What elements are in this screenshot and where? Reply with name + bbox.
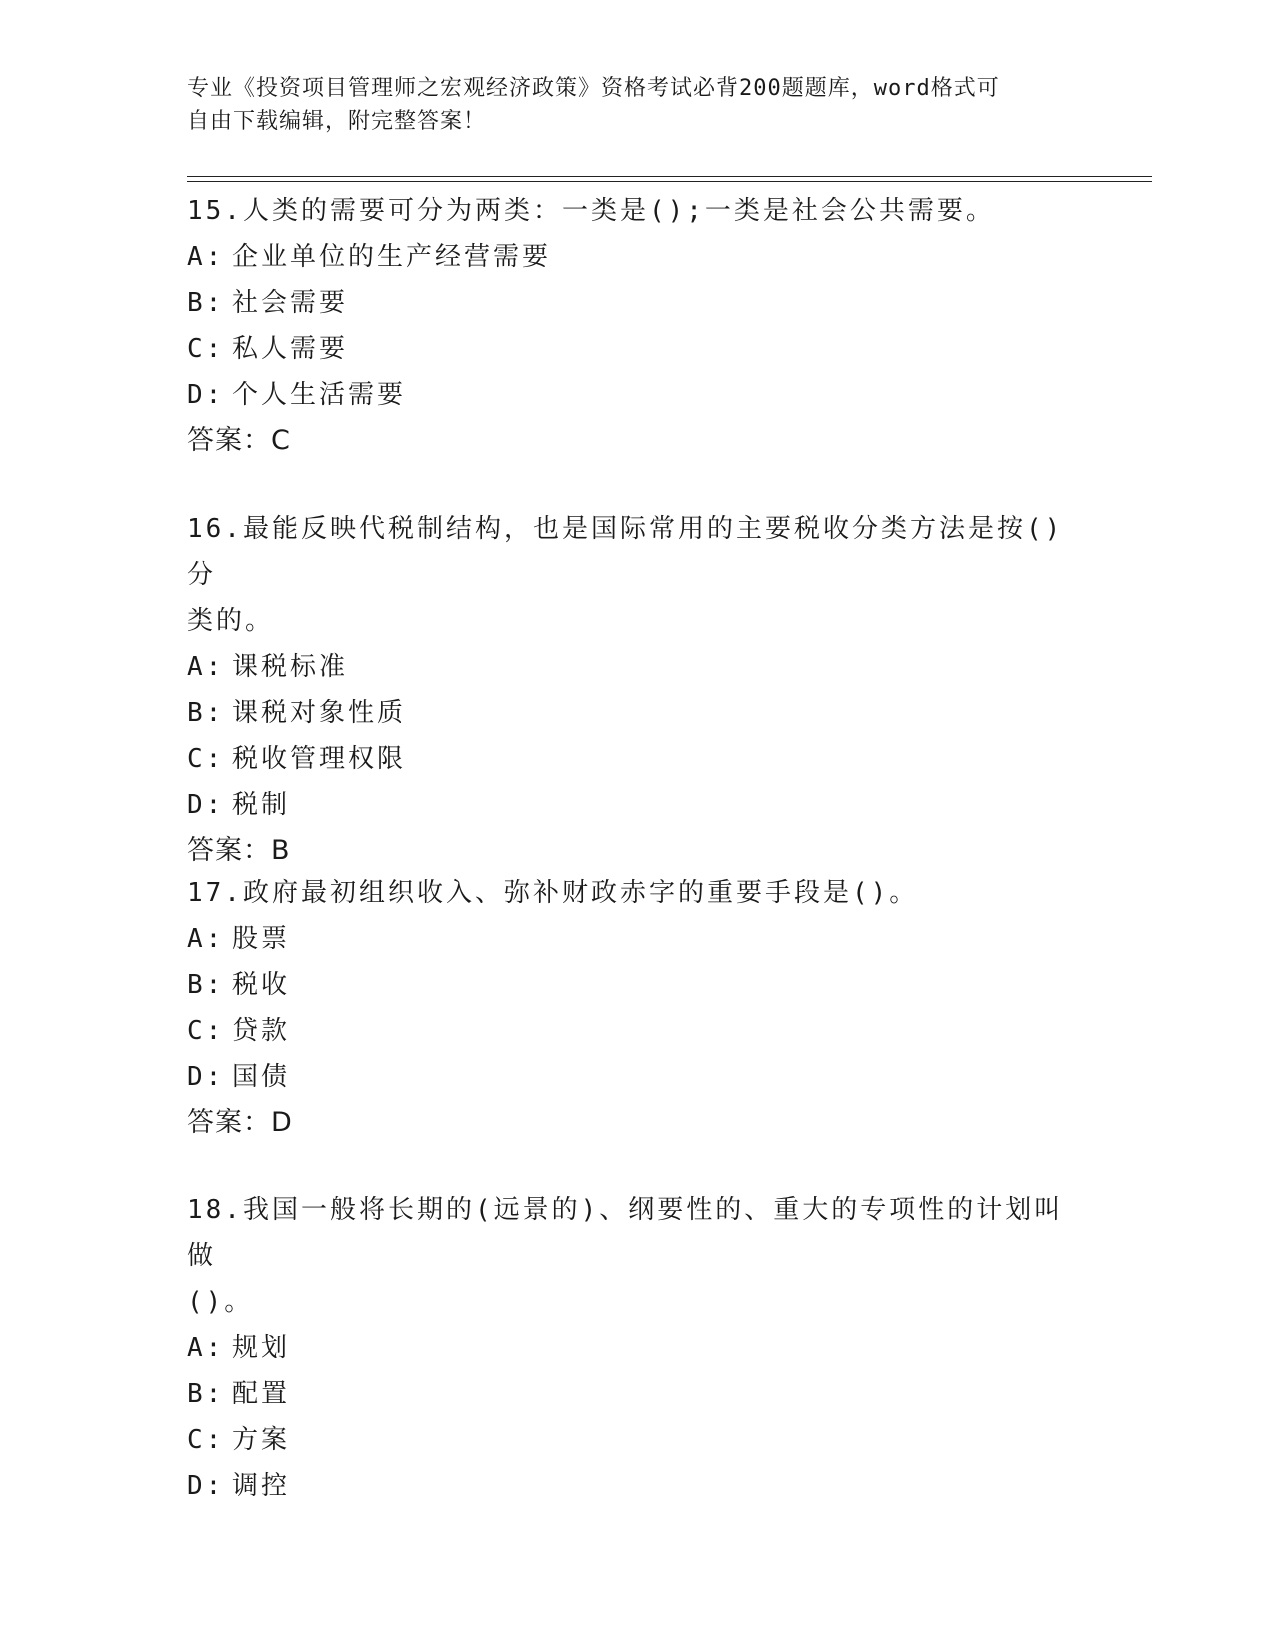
option-text: 社会需要 [232,288,349,318]
option-a [187,644,1087,690]
option-c [187,736,1087,782]
option-d [187,1054,1087,1100]
option-letter: B: [187,288,225,318]
option-letter: A: [187,1333,225,1363]
option-text: 税收 [232,970,291,1000]
question-16 [187,506,1087,874]
option-text: 课税标准 [232,652,349,682]
question-stem: 17.政府最初组织收入、弥补财政赤字的重要手段是()。 [187,878,919,908]
option-text: 课税对象性质 [232,698,407,728]
option-letter: A: [187,652,225,682]
option-letter: B: [187,970,225,1000]
header-divider-bottom [187,181,1152,182]
option-c [187,1417,1087,1463]
option-letter: D: [187,1471,225,1501]
option-text: 股票 [232,924,291,954]
question-15 [187,188,1087,464]
option-letter: C: [187,334,225,364]
answer-line: 答案：D [187,1107,293,1138]
header-line-2: 自由下载编辑，附完整答案！ [187,109,487,134]
question-stem-line-2: ()。 [187,1287,254,1317]
option-text: 贷款 [232,1016,291,1046]
option-letter: D: [187,1062,225,1092]
document-header [187,72,1087,138]
option-c [187,1008,1087,1054]
option-text: 调控 [232,1471,291,1501]
option-letter: D: [187,380,225,410]
option-a [187,916,1087,962]
question-18 [187,1187,1087,1509]
option-text: 个人生活需要 [232,380,407,410]
question-stem-line-1: 18.我国一般将长期的(远景的)、纲要性的、重大的专项性的计划叫做 [187,1195,1064,1271]
answer-line: 答案：B [187,835,291,866]
answer-line: 答案：C [187,425,291,456]
header-line-1: 专业《投资项目管理师之宏观经济政策》资格考试必背200题题库，word格式可 [187,76,1000,101]
question-stem: 15.人类的需要可分为两类：一类是();一类是社会公共需要。 [187,196,995,226]
option-c [187,326,1087,372]
question-17 [187,870,1087,1146]
option-a [187,234,1087,280]
option-d [187,372,1087,418]
option-letter: B: [187,698,225,728]
option-d [187,1463,1087,1509]
option-letter: B: [187,1379,225,1409]
header-divider-top [187,176,1152,177]
option-letter: C: [187,1016,225,1046]
option-d [187,782,1087,828]
question-stem-line-1: 16.最能反映代税制结构，也是国际常用的主要税收分类方法是按()分 [187,514,1064,590]
option-b [187,962,1087,1008]
option-text: 税收管理权限 [232,744,407,774]
question-stem-line-2: 类的。 [187,606,275,636]
option-letter: C: [187,1425,225,1455]
option-letter: A: [187,924,225,954]
option-letter: A: [187,242,225,272]
option-text: 私人需要 [232,334,349,364]
option-letter: D: [187,790,225,820]
option-text: 配置 [232,1379,291,1409]
option-b [187,280,1087,326]
option-text: 税制 [232,790,291,820]
option-a [187,1325,1087,1371]
option-text: 国债 [232,1062,291,1092]
option-text: 规划 [232,1333,291,1363]
option-b [187,1371,1087,1417]
option-b [187,690,1087,736]
option-letter: C: [187,744,225,774]
option-text: 方案 [232,1425,291,1455]
option-text: 企业单位的生产经营需要 [232,242,552,272]
